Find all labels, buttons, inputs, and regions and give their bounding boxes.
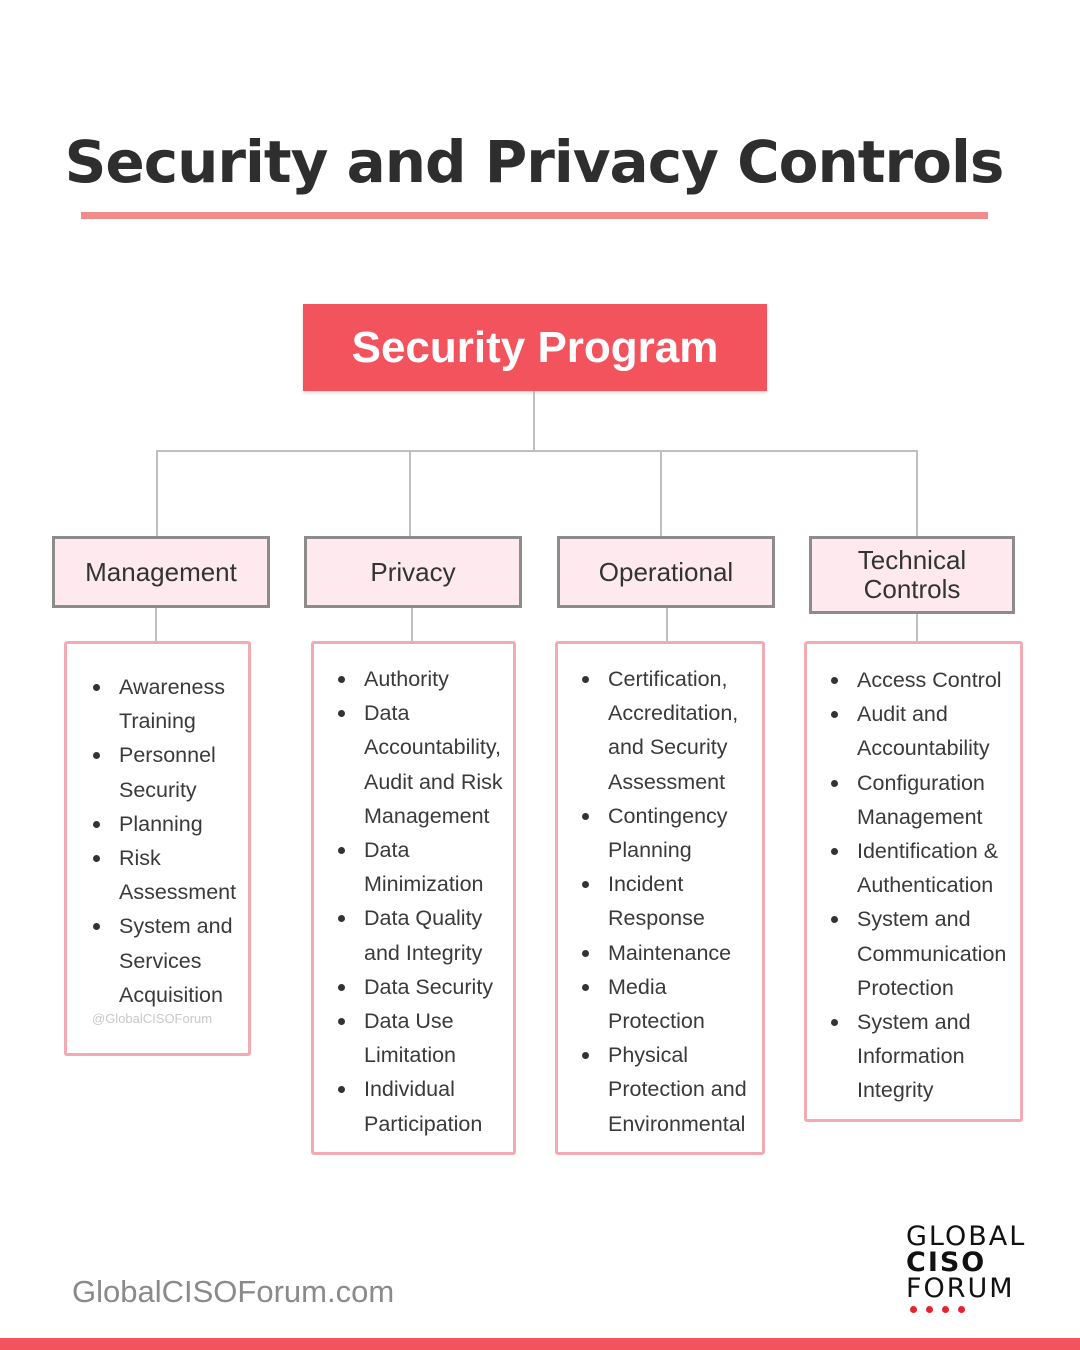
list-item: Awareness Training (83, 670, 240, 738)
logo-line-3: FORUM (906, 1273, 1015, 1304)
list-item: Identification & Authentication (821, 834, 1014, 902)
category-label: Management (85, 556, 237, 587)
list-item: Incident Response (572, 867, 756, 935)
list-item: System and Services Acquisition (83, 909, 240, 1012)
connector-horizontal (156, 450, 918, 452)
logo-line-2: CISO (906, 1247, 987, 1278)
category-operational (557, 536, 775, 608)
list-item: System and Information Integrity (821, 1005, 1014, 1108)
list-management (64, 641, 251, 1056)
category-technical-controls (809, 536, 1015, 614)
list-item: Data Quality and Integrity (328, 901, 509, 969)
page-title: Security and Privacy Controls (64, 128, 1004, 196)
connector-management-list (155, 607, 157, 642)
list-item: Certification, Accreditation, and Security Assessment (572, 662, 756, 799)
list-item: Individual Participation (328, 1072, 509, 1140)
list-item: Data Minimization (328, 833, 509, 901)
list-item: Authority (328, 662, 509, 696)
logo-dot (910, 1306, 917, 1313)
connector-technical-list (916, 613, 918, 642)
footer-url: GlobalCISOForum.com (72, 1274, 395, 1309)
list-item: System and Communication Protection (821, 902, 1014, 1005)
category-management (52, 536, 270, 608)
root-node-security-program (303, 304, 767, 391)
logo-dots (910, 1306, 1046, 1313)
list-item: Physical Protection and Environmental (572, 1038, 756, 1141)
list-item: Contingency Planning (572, 799, 756, 867)
connector-technical (916, 450, 918, 537)
list-operational (555, 641, 765, 1155)
list-privacy (311, 641, 516, 1155)
title-underline (81, 212, 988, 219)
logo-line-1: GLOBAL (906, 1221, 1027, 1252)
list-item: Planning (83, 807, 240, 841)
connector-privacy-list (411, 607, 413, 642)
list-item: Access Control (821, 663, 1014, 697)
category-label: Technical Controls (857, 545, 967, 604)
list-item: Configuration Management (821, 766, 1014, 834)
category-label: Operational (598, 556, 734, 587)
list-item: Personnel Security (83, 738, 240, 806)
list-item: Data Accountability, Audit and Risk Management (328, 696, 509, 833)
global-ciso-forum-logo (906, 1221, 1046, 1313)
list-item: Maintenance (572, 936, 756, 970)
connector-management (156, 450, 158, 537)
list-technical-controls (804, 641, 1023, 1122)
list-item: Risk Assessment (83, 841, 240, 909)
list-item: Data Use Limitation (328, 1004, 509, 1072)
connector-operational (660, 450, 662, 537)
category-label: Privacy (370, 556, 456, 587)
category-privacy (304, 536, 522, 608)
logo-dot (926, 1306, 933, 1313)
bottom-accent-bar (0, 1338, 1080, 1350)
logo-dot (942, 1306, 949, 1313)
logo-dot (958, 1306, 965, 1313)
connector-privacy (409, 450, 411, 537)
list-item: Audit and Accountability (821, 697, 1014, 765)
list-item: Data Security (328, 970, 509, 1004)
list-item: Media Protection (572, 970, 756, 1038)
connector-operational-list (666, 607, 668, 642)
root-node-label: Security Program (351, 322, 719, 372)
watermark: @GlobalCISOForum (92, 1011, 213, 1026)
connector-root-down (533, 391, 535, 452)
